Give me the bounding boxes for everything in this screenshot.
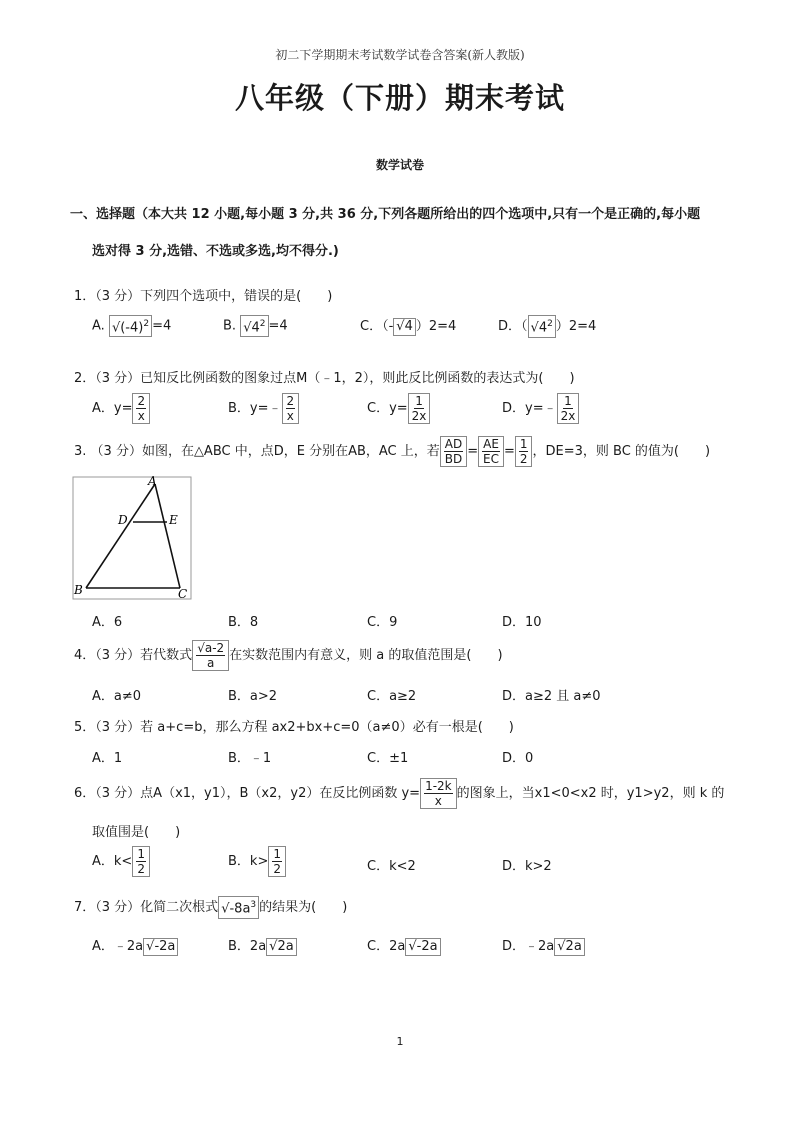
question-1-option-b <box>223 315 288 337</box>
denominator: 2 <box>519 452 528 466</box>
question-6-stem <box>74 778 724 809</box>
numerator: 1 <box>519 437 528 451</box>
section-1-line-2: 选对得 3 分,选错、不选或多选,均不得分.) <box>92 244 339 259</box>
side-ab <box>86 484 155 588</box>
numerator: AE <box>483 437 499 451</box>
stem-text: 的结果为( ) <box>259 900 348 915</box>
stem-text: 7．（3 分）化简二次根式 <box>74 900 219 915</box>
question-5-option-d: D．0 <box>502 751 534 766</box>
radicand: 4 <box>404 318 413 334</box>
page-title: 八年级（下册）期末考试 <box>234 81 565 115</box>
question-7-option-d <box>502 935 585 956</box>
fraction <box>192 640 229 671</box>
page-number: 1 <box>396 1035 404 1048</box>
radical-box: $√-8a^3$ <box>218 896 259 918</box>
question-1-option-d <box>498 315 596 338</box>
question-4-option-a: A．a≠0 <box>92 689 142 704</box>
option-label: A. <box>92 318 105 334</box>
radical-box: √-2a <box>143 938 178 956</box>
question-2-option-a <box>92 393 150 424</box>
equals-sign: = <box>503 444 515 459</box>
stem-text: 6．（3 分）点A（x1，y1），B（x2，y2）在反比例函数 y= <box>74 786 421 801</box>
denominator: x <box>434 794 442 808</box>
option-label: D．﹣2a <box>502 939 555 954</box>
option-label: B. <box>223 318 237 334</box>
fraction <box>478 436 504 467</box>
numerator: 1 <box>564 394 572 408</box>
fraction <box>282 393 300 424</box>
page-subtitle: 数学试卷 <box>375 158 424 172</box>
radicand: (-4) <box>120 320 144 336</box>
option-label: B．k> <box>228 854 269 869</box>
numerator: 2 <box>286 394 295 408</box>
radical-box: √2a <box>266 938 297 956</box>
numerator: AD <box>444 437 463 451</box>
question-2-option-d <box>502 393 579 424</box>
question-6-option-c: C．k<2 <box>367 859 416 874</box>
radical-box: √2a <box>554 938 585 956</box>
denominator: 2 <box>273 862 281 876</box>
question-4-option-c: C．a≥2 <box>367 689 417 704</box>
radicand: a-2 <box>204 641 225 655</box>
denominator: EC <box>483 452 500 466</box>
option-pre: （- <box>382 319 394 334</box>
option-pre: （ <box>521 319 528 334</box>
question-3-option-c: C．9 <box>367 615 398 630</box>
denominator: BD <box>444 452 463 466</box>
question-7-stem <box>74 896 347 919</box>
fraction <box>408 393 431 424</box>
numerator: √a-2 <box>197 641 225 655</box>
denominator: a <box>207 656 215 670</box>
triangle-figure <box>72 476 192 600</box>
radicand: -2a <box>154 938 176 954</box>
option-label: B．2a <box>228 939 267 954</box>
question-4-stem <box>74 640 503 671</box>
stem-text: ，DE=3，则 BC 的值为( ) <box>532 444 711 459</box>
radical-box: √-2a <box>405 938 440 956</box>
label-a: A <box>148 476 157 488</box>
question-1-stem: 1．（3 分）下列四个选项中，错误的是( ) <box>74 289 333 304</box>
question-2-option-c <box>367 393 430 424</box>
question-5-stem: 5．（3 分）若 a+c=b，那么方程 ax2+bx+c=0（a≠0）必有一根是( ) <box>74 720 514 735</box>
question-1-option-c <box>360 315 456 336</box>
triangle-diagram <box>72 476 192 600</box>
question-5-option-a: A．1 <box>92 751 123 766</box>
fraction <box>132 393 150 424</box>
label-b: B <box>74 583 83 597</box>
option-label: A．k< <box>92 854 133 869</box>
radical-box: $√4^2$ <box>240 315 268 337</box>
radicand: 2a <box>565 938 582 954</box>
option-label: A．y= <box>92 401 133 416</box>
question-3-option-d: D．10 <box>502 615 542 630</box>
option-label: C．y= <box>367 401 408 416</box>
option-label: D．y=﹣ <box>502 401 557 416</box>
option-label: C．2a <box>367 939 406 954</box>
question-6-option-a <box>92 846 150 877</box>
denominator: 2 <box>137 862 145 876</box>
label-c: C <box>178 587 188 600</box>
fraction <box>440 436 467 467</box>
question-2-stem: 2．（3 分）已知反比例函数的图象过点M（﹣1，2），则此反比例函数的表达式为( ) <box>74 371 575 386</box>
radicand: -8a <box>229 901 251 917</box>
question-3-option-a: A．6 <box>92 615 123 630</box>
radicand: -2a <box>416 938 438 954</box>
fraction <box>557 393 580 424</box>
option-tail: ）2=4 <box>555 319 597 334</box>
question-1-option-a <box>92 315 171 337</box>
side-ac <box>155 484 180 588</box>
numerator: 1-2k <box>425 779 452 793</box>
radicand: 4 <box>251 320 260 336</box>
equals-sign: = <box>467 444 479 459</box>
question-6-line-2: 取值围是( ) <box>92 825 181 840</box>
radical-box: √4 <box>393 318 416 336</box>
question-6-option-b <box>228 846 286 877</box>
stem-text: 在实数范围内有意义，则 a 的取值范围是( ) <box>229 648 503 663</box>
question-5-option-c: C．±1 <box>367 751 409 766</box>
stem-text: 4．（3 分）若代数式 <box>74 648 193 663</box>
question-5-option-b: B．﹣1 <box>228 751 272 766</box>
question-3-option-b: B．8 <box>228 615 259 630</box>
label-e: E <box>169 513 178 527</box>
stem-text: 3. （3 分）如图，在△ABC 中，点D，E 分别在AB，AC 上，若 <box>74 444 440 459</box>
question-7-option-a <box>92 935 178 956</box>
section-1-line-1: 一、选择题（本大共 12 小题,每小题 3 分,共 36 分,下列各题所给出的四个选项中,只有一个是正确的,每小题 <box>70 207 701 222</box>
numerator: 2 <box>137 394 146 408</box>
header-note: 初二下学期期末考试数学试卷含答案(新人教版) <box>275 48 525 62</box>
radical-box: $√4^2$ <box>528 315 556 337</box>
denominator: 2x <box>411 409 427 423</box>
label-d: D <box>118 513 128 527</box>
radical-box: $√(-4)^2$ <box>109 315 152 337</box>
question-7-option-c <box>367 935 441 956</box>
numerator: 1 <box>137 847 145 861</box>
radicand: 4 <box>538 320 548 336</box>
stem-text: 的图象上，当x1<0<x2 时，y1>y2，则 k 的 <box>456 786 725 801</box>
fraction <box>268 846 286 877</box>
denominator: x <box>286 409 294 423</box>
question-4-option-b: B．a>2 <box>228 689 278 704</box>
radicand: 2a <box>277 938 294 954</box>
numerator: 1 <box>273 847 281 861</box>
question-4-option-d: D．a≥2 且 a≠0 <box>502 689 601 704</box>
denominator: x <box>137 409 145 423</box>
option-label: D． <box>498 319 522 334</box>
question-2-option-b <box>228 393 299 424</box>
option-tail: ）2=4 <box>415 319 457 334</box>
denominator: 2x <box>560 409 576 423</box>
numerator: 1 <box>415 394 423 408</box>
fraction <box>132 846 150 877</box>
fraction <box>420 778 457 809</box>
fraction <box>515 436 533 467</box>
option-tail: =4 <box>152 318 172 334</box>
option-label: C． <box>360 319 383 334</box>
option-label: B．y=﹣ <box>228 401 282 416</box>
question-6-option-d: D．k>2 <box>502 859 552 874</box>
question-3-stem <box>74 436 710 467</box>
question-7-option-b <box>228 935 297 956</box>
option-tail: =4 <box>268 318 288 334</box>
option-label: A．﹣2a <box>92 939 144 954</box>
